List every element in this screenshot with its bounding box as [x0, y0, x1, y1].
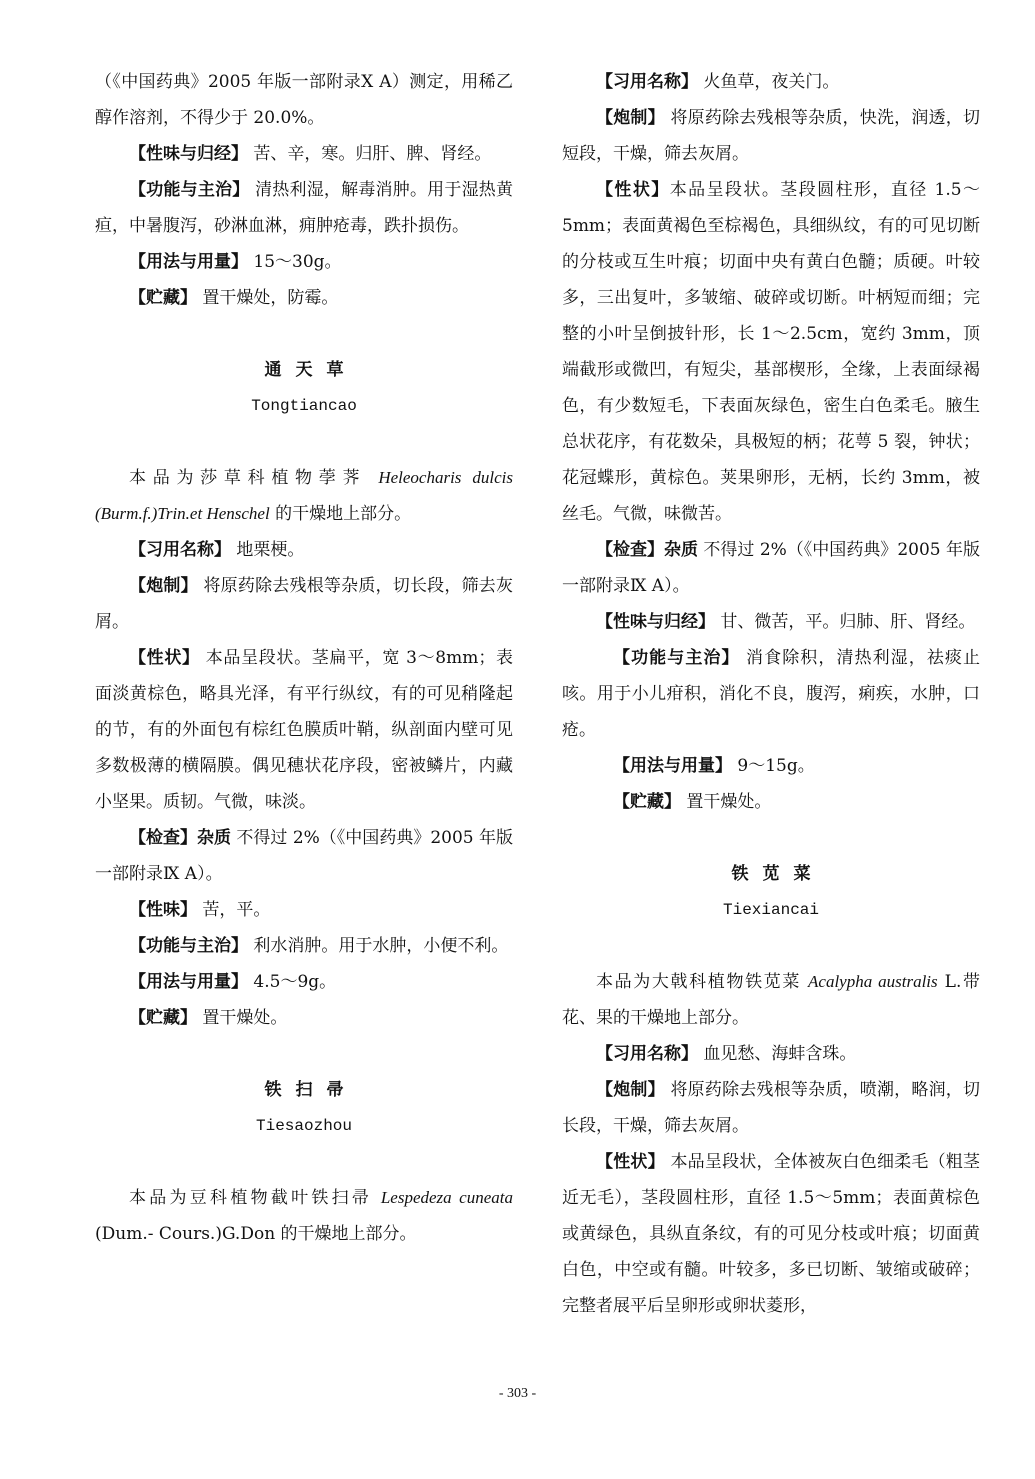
section-xingwei [562, 604, 980, 640]
section-xiyong [562, 1036, 980, 1072]
intro-text: (Dum.- Cours.)G.Don 的干燥地上部分。 [95, 1224, 417, 1244]
section-text: 将原药除去残根等杂质，喷潮，略润，切长段，干燥，筛去灰屑。 [562, 1080, 981, 1136]
section-text: 9～15g。 [737, 756, 815, 776]
section-xingwei [95, 892, 513, 928]
section-text: 将原药除去残根等杂质，切长段，筛去灰屑。 [95, 576, 514, 632]
section-tag: 【性状】 [596, 180, 670, 200]
section-jiancha [95, 820, 513, 892]
entry-heading [95, 352, 513, 424]
section-tag: 【炮制】 [596, 1080, 665, 1100]
section-zhucang [95, 280, 513, 316]
entry-heading [562, 856, 980, 928]
section-text: 火鱼草，夜关门。 [703, 72, 840, 92]
section-xingwei [95, 136, 513, 172]
section-text: 本品呈段状。茎段圆柱形，直径 1.5～5mm；表面黄褐色至棕褐色，具细纵纹，有的可见切断的分枝或互生叶痕；切面中央有黄白色髓；质硬。叶较多，三出复叶，多皱缩、破碎或切断。叶柄短而细；完整的小叶呈倒披针形，长 1～2.5cm，宽约 3mm，顶端截形或微凹，有短尖，基部楔形，全缘，上表面绿褐色，有少数短毛，下表面灰绿色，密生白色柔毛。腋生总状花序，有花数朵，具极短的柄；花萼 5 裂，钟状；花冠蝶形，黄棕色。荚果卵形，无柄，长约 3mm，被丝毛。气微，味微苦。 [562, 180, 980, 524]
intro-text: 本品为大戟科植物铁苋菜 [596, 972, 809, 992]
section-tag: 【性状】 [129, 648, 200, 668]
entry-title-pinyin: Tiexiancai [722, 901, 819, 919]
section-tag: 【性味与归经】 [129, 144, 248, 164]
section-xiyong [95, 532, 513, 568]
section-tag: 【性味与归经】 [596, 612, 715, 632]
section-paozhi [562, 1072, 980, 1144]
section-tag: 【用法与用量】 [129, 252, 248, 272]
section-paozhi [95, 568, 513, 640]
section-text: 清热利湿，解毒消肿。用于湿热黄疸，中暑腹泻，砂淋血淋，痈肿疮毒，跌扑损伤。 [95, 180, 514, 236]
section-tag: 【功能与主治】 [129, 936, 248, 956]
entry-intro [95, 460, 513, 532]
section-jiancha [562, 532, 980, 604]
section-tag: 【性状】 [596, 1152, 665, 1172]
section-text: 4.5～9g。 [253, 972, 337, 992]
section-text: 苦，平。 [202, 900, 271, 920]
page-number: - 303 - [498, 1386, 537, 1401]
section-text: 苦、辛，寒。归肝、脾、肾经。 [253, 144, 492, 164]
section-tag: 【用法与用量】 [613, 756, 732, 776]
section-tag: 【功能与主治】 [613, 648, 740, 668]
entry-title-cn: 通天草 [264, 360, 358, 380]
section-gongneng [562, 640, 980, 748]
section-tag: 【习用名称】 [596, 1044, 698, 1064]
section-tag: 【性味】 [129, 900, 197, 920]
section-text: 置干燥处，防霉。 [202, 288, 339, 308]
section-yongfa [562, 748, 980, 784]
section-text: 甘、微苦，平。归肺、肝、肾经。 [720, 612, 976, 632]
latin-name: Lespedeza cuneata [380, 1188, 513, 1207]
section-tag: 【贮藏】 [613, 792, 681, 812]
section-text: 将原药除去残根等杂质，快洗，润透，切短段，干燥，筛去灰屑。 [562, 108, 981, 164]
section-xingzhuang [562, 172, 980, 532]
section-tag: 【习用名称】 [129, 540, 231, 560]
section-xiyong [562, 64, 980, 100]
section-zhucang [562, 784, 980, 820]
intro-text: 本品为豆科植物截叶铁扫帚 [129, 1188, 381, 1208]
section-tag: 【炮制】 [596, 108, 665, 128]
section-tag: 【贮藏】 [129, 1008, 197, 1028]
section-text: 地栗梗。 [236, 540, 305, 560]
section-tag: 【检查】杂质 [129, 828, 232, 848]
entry-title-cn: 铁苋菜 [731, 864, 825, 884]
section-text: 不得过 2%（《中国药典》2005 年版一部附录Ⅸ A）。 [562, 540, 980, 596]
continued-paragraph: （《中国药典》2005 年版一部附录Ⅹ A）测定，用稀乙醇作溶剂，不得少于 20.0%。 [95, 72, 513, 128]
section-text: 不得过 2%（《中国药典》2005 年版一部附录Ⅸ A）。 [95, 828, 513, 884]
section-text: 本品呈段状。茎扁平，宽 3～8mm；表面淡黄棕色，略具光泽，有平行纵纹，有的可见稍隆起的节，有的外面包有棕红色膜质叶鞘，纵剖面内壁可见多数极薄的横隔膜。偶见穗状花序段，密被鳞片，内藏小坚果。质韧。气微，味淡。 [95, 648, 514, 812]
entry-title-pinyin: Tiesaozhou [255, 1117, 352, 1135]
intro-text: L.带花、果的干燥地上部分。 [562, 972, 981, 1028]
section-zhucang [95, 1000, 513, 1036]
section-yongfa [95, 244, 513, 280]
section-tag: 【贮藏】 [129, 288, 197, 308]
section-tag: 【检查】杂质 [596, 540, 699, 560]
section-gongneng [95, 172, 513, 244]
entry-title-pinyin: Tongtiancao [251, 397, 357, 415]
section-text: 血见愁、海蚌含珠。 [703, 1044, 857, 1064]
section-text: 消食除积，清热利湿，祛痰止咳。用于小儿疳积，消化不良，腹泻，痢疾，水肿，口疮。 [562, 648, 981, 740]
left-column [95, 64, 513, 1252]
entry-intro [95, 1180, 513, 1252]
section-text: 15～30g。 [253, 252, 342, 272]
section-yongfa [95, 964, 513, 1000]
intro-text: 本品为莎草科植物荸荠 [129, 468, 379, 488]
section-tag: 【炮制】 [129, 576, 198, 596]
intro-text: 的干燥地上部分。 [269, 504, 412, 524]
section-tag: 【用法与用量】 [129, 972, 248, 992]
section-xingzhuang [95, 640, 513, 820]
section-text: 置干燥处。 [686, 792, 772, 812]
section-tag: 【功能与主治】 [129, 180, 250, 200]
section-text: 利水消肿。用于水肿，小便不利。 [253, 936, 509, 956]
entry-title-cn: 铁扫帚 [264, 1080, 358, 1100]
latin-name: Heleocharis dulcis (Burm.f.)Trin.et Henschel [95, 468, 513, 523]
section-paozhi [562, 100, 980, 172]
section-tag: 【习用名称】 [596, 72, 698, 92]
right-column [562, 64, 980, 1324]
section-text: 本品呈段状，全体被灰白色细柔毛（粗茎近无毛），茎段圆柱形，直径 1.5～5mm；表面黄棕色或黄绿色，具纵直条纹，有的可见分枝或叶痕；切面黄白色，中空或有髓。叶较多，多已切断、皱缩或破碎；完整者展平后呈卵形或卵状菱形， [562, 1152, 981, 1316]
section-text: 置干燥处。 [202, 1008, 288, 1028]
section-xingzhuang [562, 1144, 980, 1324]
entry-intro [562, 964, 980, 1036]
section-gongneng [95, 928, 513, 964]
latin-name: Acalypha australis [808, 972, 938, 991]
entry-heading [95, 1072, 513, 1144]
